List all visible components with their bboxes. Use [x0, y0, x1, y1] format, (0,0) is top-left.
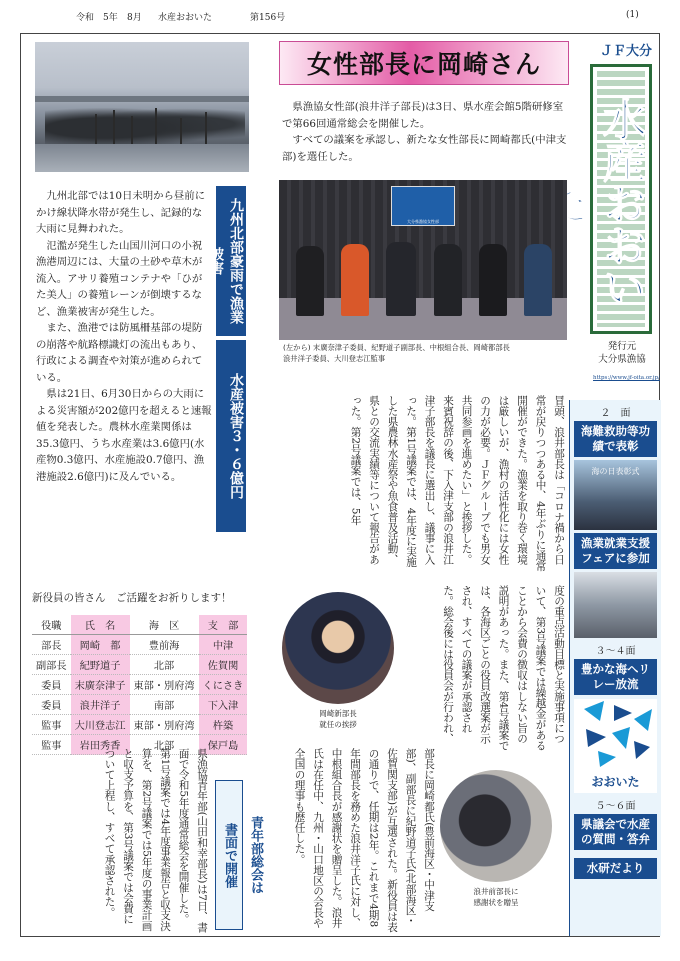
table-row: [32, 675, 247, 695]
flood-article: [36, 188, 212, 485]
col-role: 役職: [32, 615, 71, 635]
table-row: [32, 715, 247, 735]
cell: 杵築: [199, 715, 248, 735]
cell: 佐賀関: [199, 655, 248, 675]
contents-sidebar: [569, 400, 661, 936]
youth-headline-line: 青年部総会は: [248, 816, 263, 894]
masthead-title: 水産おおい: [595, 97, 646, 307]
col-area: 海 区: [130, 615, 199, 635]
officers-table: [32, 615, 247, 755]
sidebar-item-assembly[interactable]: 県議会で水産の質問・答弁: [574, 814, 657, 850]
oita-logo: [574, 699, 657, 793]
main-lead: [282, 99, 572, 165]
namii-caption: [440, 886, 552, 908]
main-article-part-1: 冒頭、浪井部長は「コロナ禍から日常が戻りつつある中、4年ぶりに通常開催ができた。漁業を取り巻く環境は厳しいが、漁村の活性化には女性の力が必要。ＪＦグループでも男女共同参画を進めたい」と挨拶した。来賓祝辞の後、下入津支部の浪井江津子部長を議長に選出し、議事に入った。第1号議案では、4年度に実施した県農林水産祭や魚食普及活動、県との交流実績等について報告があった。第2号議案では、5年: [349, 395, 565, 572]
officers-section: [32, 590, 272, 755]
sidebar-item-rescue-award[interactable]: 海難救助等功績で表彰: [574, 421, 657, 457]
sidebar-page2-label: ２ 面: [600, 408, 631, 419]
main-title-banner: [279, 41, 569, 85]
okazaki-caption: [282, 708, 394, 730]
youth-headline-line: 書面で開催: [222, 822, 237, 888]
header-page-number: (1): [626, 10, 639, 20]
logo-text: おおいた: [591, 775, 640, 789]
header-paper-name: 水産おおいた: [158, 13, 213, 23]
sidebar-item-fish-release[interactable]: 豊かな海へリレー放流: [574, 659, 657, 695]
flood-headline: 九州北部豪雨で漁業被害: [216, 186, 246, 336]
okazaki-photo: [282, 592, 394, 704]
flood-paragraph: 県は21日、6月30日からの大雨による災害額が202億円を超えると速報値を発表した。農林水産業関係は35.3億円、うち水産業は3.6億円(水産物0.3億円、水産施設0.7億円、漁港施設2.6億円)に及んでいる。: [36, 388, 212, 483]
cell: 監事: [32, 715, 71, 735]
cell: 岩田秀香: [71, 735, 130, 755]
caption-line: 岡崎新部長: [319, 709, 357, 718]
cell: 北部: [130, 655, 199, 675]
caption-line: 浪井前部長に: [473, 887, 519, 896]
table-row: [32, 635, 247, 655]
cell: 南部: [130, 695, 199, 715]
flood-damage-headline: 水産被害３・６億円: [216, 340, 246, 532]
table-row: [32, 655, 247, 675]
publisher-block: [590, 340, 654, 366]
cell: 末廣奈津子: [71, 675, 130, 695]
cell: 委員: [32, 695, 71, 715]
sidebar-page56-label: ５〜６面: [595, 801, 636, 812]
page-header: [0, 10, 680, 28]
flood-paragraph: また、漁港では防風柵基部の堤防の崩落や航路標識灯の流出もあり、行政による調査や対策が進められている。: [36, 322, 203, 384]
youth-article: 県漁協青年部(山田和幸部長)は7日、書面で令和5年度通常総会を開催した。第1号議案では4年度事業報告と収支決算を、第2号議案では5年度の事業計画と収支予算を、第3号議案では会費について上程し、すべて承認された。: [103, 748, 208, 933]
award-photo: [574, 460, 657, 530]
sidebar-item-research-news[interactable]: 水研だより: [574, 858, 657, 879]
award-photo-text: 海の日表彰式: [591, 467, 640, 476]
youth-headline: [216, 781, 268, 929]
job-fair-photo: [574, 572, 657, 638]
col-name: 氏 名: [71, 615, 130, 635]
publisher-name: 大分県漁協: [598, 354, 646, 365]
publisher-label: 発行元: [607, 341, 637, 352]
cell: 監事: [32, 735, 71, 755]
caption-line: 感謝状を贈呈: [473, 898, 519, 907]
officers-heading: 新役員の皆さん ご活躍をお祈りします！: [32, 592, 232, 604]
main-title: 女性部長に岡崎さん: [306, 50, 541, 79]
women-group-photo: [279, 180, 567, 340]
cell: 保戸島: [199, 735, 248, 755]
flood-photo: [35, 42, 249, 172]
cell: くにさき: [199, 675, 248, 695]
sidebar-page34-label: ３〜４面: [595, 646, 636, 657]
oita-fish-logo-icon: [574, 699, 658, 769]
flood-paragraph: 氾濫が発生した山国川河口の小祝漁港周辺には、大量の土砂や草木が流入。アサリ養殖コンテナや「ひがた美人」の養殖レーンが倒壊するなど、漁業被害が発生した。: [36, 239, 203, 318]
flood-paragraph: 九州北部では10日未明から昼前にかけ線状降水帯が発生し、記録的な大雨に見舞われた。: [36, 190, 206, 235]
cell: 下入津: [199, 695, 248, 715]
cell: 東部・別府湾: [130, 715, 199, 735]
cell: 副部長: [32, 655, 71, 675]
cell: 中津: [199, 635, 248, 655]
sidebar-item-job-fair[interactable]: 漁業就業支援フェアに参加: [574, 533, 657, 569]
cell: 紀野道子: [71, 655, 130, 675]
masthead: [590, 64, 652, 334]
header-month: 8月: [127, 13, 142, 23]
youth-headline-box: [215, 780, 263, 930]
table-row: [32, 695, 247, 715]
header-era: 令和: [76, 13, 95, 23]
col-branch: 支 部: [199, 615, 248, 635]
main-article-part-3: 部長に岡崎都氏(豊前海区・中津支部)、副部長に紀野道子氏(北部海区・佐賀関支部)が互選された。新役員は表の通りで、任期は2年。これまで4期8年間部長を務めた浪井洋子氏に対し、中根組合長が感謝状を贈呈した。浪井氏は在任中、九州・山口地区の会長や全国の理事も歴任した。: [293, 748, 435, 933]
caption-line: (左から) 末廣奈津子委員、紀野道子副部長、中根組合長、岡崎都部長: [283, 343, 510, 352]
website-link[interactable]: https://www.jf-oita.or.jp/: [593, 375, 660, 381]
jf-brand: ＪＦ大分: [599, 44, 652, 59]
cell: 浪井洋子: [71, 695, 130, 715]
lead-paragraph: 県漁協女性部(浪井洋子部長)は3日、県水産会館5階研修室で第66回通常総会を開催した。: [282, 101, 564, 130]
caption-line: 浪井洋子委員、大川登志江監事: [283, 354, 386, 363]
header-year: 5年: [103, 13, 118, 23]
cell: 大川登志江: [71, 715, 130, 735]
main-article-part-2: 度の重点活動目標と実施事項について、第3号議案では繰越金があることから会費の徴収はしない旨の説明があった。また、第4号議案では、各海区ごとの役員改選案が示され、すべての議案が承認された。総会後には役員会が行われ、: [442, 585, 565, 751]
cell: 委員: [32, 675, 71, 695]
photo-banner-text: 大分県漁協女性部: [407, 219, 439, 224]
cell: 北部: [130, 735, 199, 755]
cell: 東部・別府湾: [130, 675, 199, 695]
header-issue: 第156号: [250, 13, 286, 23]
cell: 岡崎 都: [71, 635, 130, 655]
caption-line: 就任の挨拶: [319, 720, 357, 729]
lead-paragraph: すべての議案を承認し、新たな女性部長に岡崎都氏(中津支部)を選任した。: [282, 134, 567, 163]
cell: 部長: [32, 635, 71, 655]
namii-award-photo: [440, 770, 552, 882]
cell: 豊前海: [130, 635, 199, 655]
group-photo-caption: [283, 342, 573, 364]
